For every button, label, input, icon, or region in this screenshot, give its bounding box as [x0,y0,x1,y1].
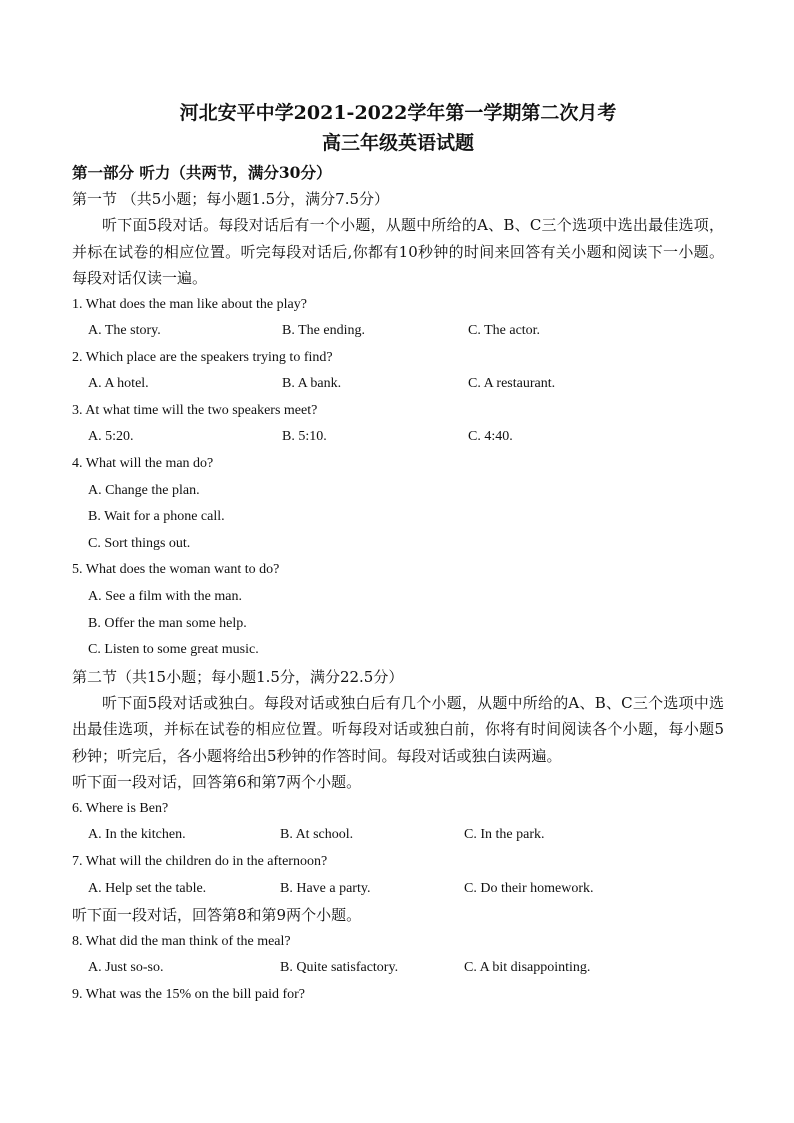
option-a: A. Just so-so. [88,960,164,976]
option-b: B. Wait for a phone call. [88,509,225,525]
option-b: B. Quite satisfactory. [280,960,399,976]
option-b: B. A bank. [282,376,342,392]
option-a: A. See a film with the man. [88,589,242,605]
question-2: 2. Which place are the speakers trying to find? [72,349,333,365]
question-3-options [72,424,724,451]
question-1-options [72,318,724,345]
question-3: 3. At what time will the two speakers meet? [72,402,318,418]
option-a: A. In the kitchen. [88,827,186,843]
section2-instruction: 听下面5段对话或独白。每段对话或独白后有几个小题，从题中所给的A、B、C三个选项中选出最佳选项，并标在试卷的相应位置。听每段对话或独白前，你将有时间阅读各个小题，每小题5秒钟；听完后，各小题将给出5秒钟的作答时间。每段对话或独白读两遍。 [72,693,724,765]
option-c: C. Listen to some great music. [88,642,259,658]
section1-title: 第一节 （共5小题；每小题1.5分，满分7.5分） [72,190,390,208]
question-8-options [72,955,724,982]
option-c: C. A bit disappointing. [464,960,591,976]
question-5-options [72,584,724,664]
option-a: A. A hotel. [88,376,149,392]
group1-intro: 听下面一段对话，回答第6和第7两个小题。 [72,773,362,792]
option-a: A. Change the plan. [88,482,200,498]
section1-instruction: 听下面5段对话。每段对话后有一个小题，从题中所给的A、B、C三个选项中选出最佳选项，并标在试卷的相应位置。听完每段对话后,你都有10秒钟的时间来回答有关小题和阅读下一小题。每段对话仅读一遍。 [72,216,724,287]
question-8: 8. What did the man think of the meal? [72,933,291,949]
exam-title-line1: 河北安平中学2021-2022学年第一学期第二次月考 [179,102,617,124]
question-7: 7. What will the children do in the afternoon? [72,854,328,869]
question-1: 1. What does the man like about the play? [72,296,307,312]
question-2-options [72,371,724,398]
question-4-options [72,478,724,558]
option-b: B. The ending. [282,323,365,339]
question-6: 6. Where is Ben? [72,800,169,816]
option-b: B. At school. [280,827,354,843]
part1-title: 第一部分 听力（共两节，满分30分） [72,163,332,182]
option-a: A. Help set the table. [88,880,207,896]
question-7-options [72,876,724,903]
option-c: C. Sort things out. [88,535,191,551]
section2-title: 第二节（共15小题；每小题1.5分，满分22.5分） [72,667,404,686]
option-b: B. Offer the man some help. [88,615,247,631]
option-b: B. Have a party. [280,880,371,896]
option-c: C. 4:40. [468,429,513,445]
option-a: A. 5:20. [88,429,134,445]
exam-header [72,98,724,158]
group2-intro: 听下面一段对话，回答第8和第9两个小题。 [72,906,362,925]
question-9: 9. What was the 15% on the bill paid for? [72,986,306,1002]
question-6-options [72,822,724,849]
option-c: C. A restaurant. [468,376,556,392]
exam-page [72,98,724,1008]
option-c: C. The actor. [468,323,541,339]
exam-title-line2: 高三年级英语试题 [321,132,474,154]
question-4: 4. What will the man do? [72,456,214,472]
option-b: B. 5:10. [282,429,327,445]
option-c: C. Do their homework. [464,880,594,896]
option-a: A. The story. [88,323,161,339]
option-c: C. In the park. [464,827,545,843]
question-5: 5. What does the woman want to do? [72,562,280,578]
